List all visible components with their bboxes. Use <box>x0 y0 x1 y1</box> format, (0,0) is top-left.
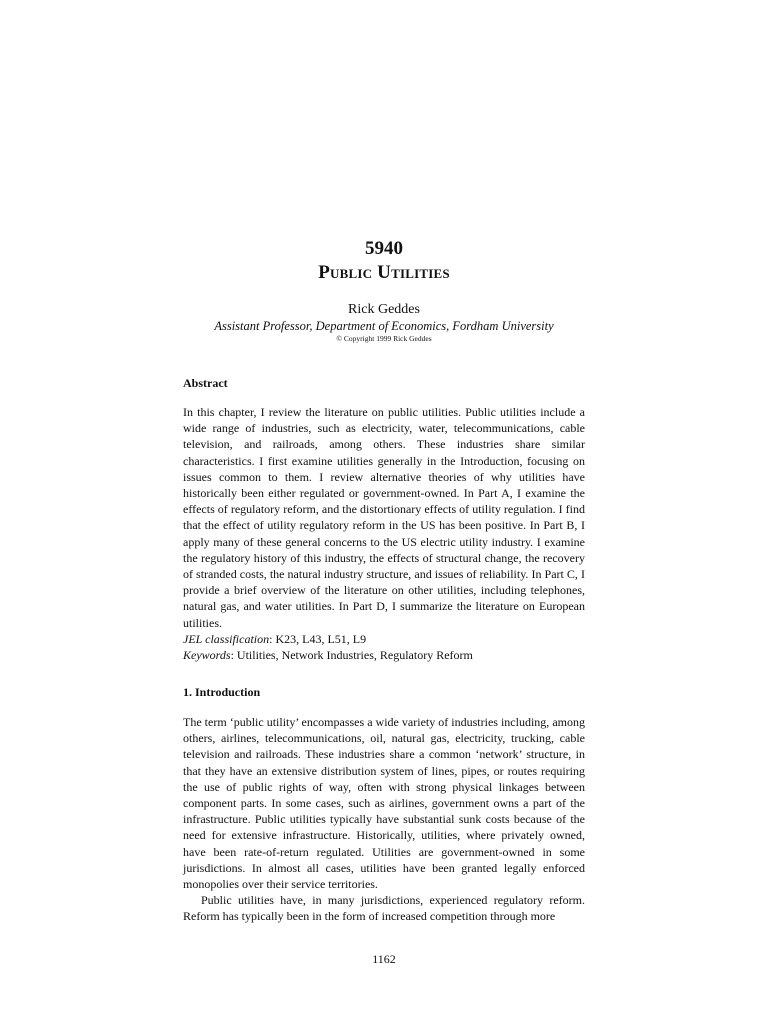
chapter-title: Public Utilities <box>318 262 450 283</box>
author-name: Rick Geddes <box>348 302 420 317</box>
author-affiliation: Assistant Professor, Department of Economics, Fordham University <box>214 319 554 333</box>
keywords-label: Keywords <box>183 648 231 663</box>
introduction-heading: 1. Introduction <box>183 685 261 699</box>
abstract-heading: Abstract <box>183 376 228 390</box>
keywords-value: : Utilities, Network Industries, Regulatory Reform <box>230 648 473 663</box>
jel-classification <box>183 631 585 647</box>
introduction-paragraph-2: Public utilities have, in many jurisdictions, experienced regulatory reform. Reform has typically been in the form of increased competition through more <box>183 893 585 924</box>
jel-value: : K23, L43, L51, L9 <box>269 631 367 646</box>
introduction-paragraph-1: The term ‘public utility’ encompasses a wide variety of industries including, among others, airlines, telecommunications, oil, natural gas, electricity, trucking, cable television and railroads. These industries share a common ‘network’ structure, in that they have an extensive distribution system of lines, pipes, or routes requiring the use of public rights of way, often with strong physical linkages between component parts. In some cases, such as airlines, government owns a part of the infrastructure. Public utilities typically have substantial sunk costs because of the need for extensive infrastructure. Historically, utilities, where privately owned, have been rate-of-return regulated. Utilities are government-owned in some jurisdictions. In almost all cases, utilities have been granted legally enforced monopolies over their service territories. <box>183 715 585 892</box>
abstract-section <box>183 404 585 663</box>
chapter-number: 5940 <box>365 238 403 259</box>
copyright-notice: © Copyright 1999 Rick Geddes <box>336 334 432 343</box>
page-number: 1162 <box>372 952 396 966</box>
introduction-section <box>183 714 585 925</box>
jel-label: JEL classification <box>183 631 270 646</box>
keywords <box>183 647 585 663</box>
abstract-text: In this chapter, I review the literature on public utilities. Public utilities include a wide range of industries, such as electricity, water, telecommunications, cable television, and railroads, among others. These industries share similar characteristics. I first examine utilities generally in the Introduction, focusing on issues common to them. I review alternative theories of why utilities have historically been either regulated or government-owned. In Part A, I examine the effects of regulatory reform, and the distortionary effects of utility regulation. I find that the effect of utility regulatory reform in the US has been positive. In Part B, I apply many of these general concerns to the US electric utility industry. I examine the regulatory history of this industry, the effects of structural change, the recovery of stranded costs, the natural industry structure, and issues of reliability. In Part C, I provide a brief overview of the literature on other utilities, including telephones, natural gas, and water utilities. In Part D, I summarize the literature on European utilities. <box>183 405 585 630</box>
